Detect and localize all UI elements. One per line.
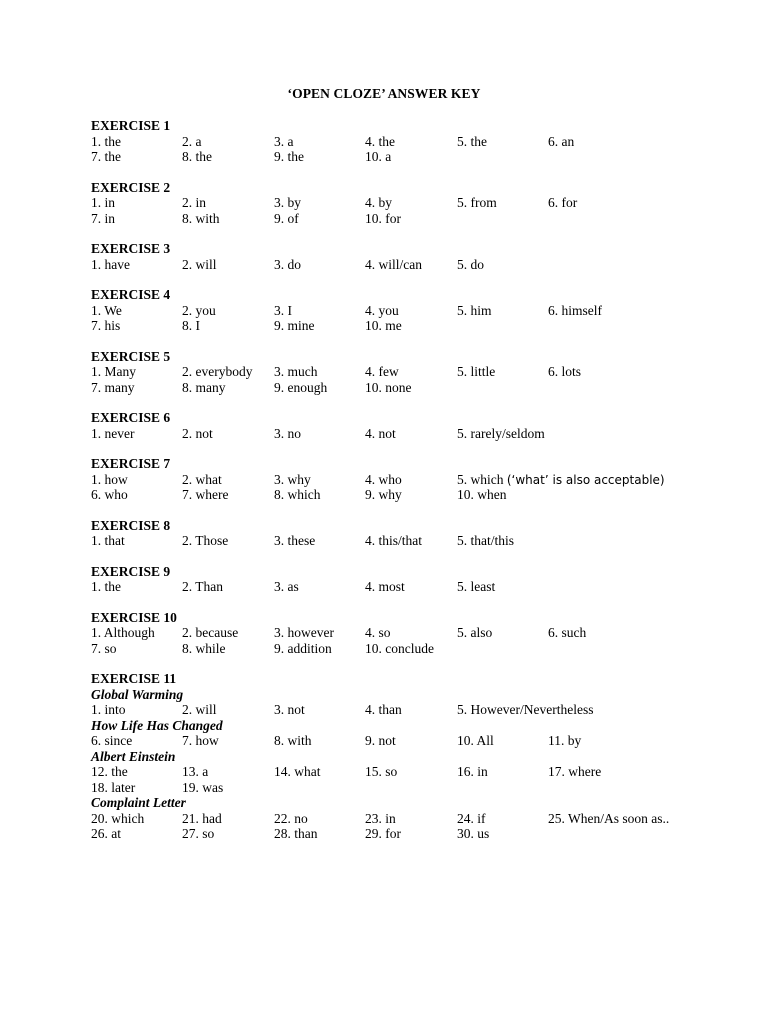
answer-row xyxy=(91,780,731,796)
answer-cell: 1. Although xyxy=(91,625,155,640)
exercise-block xyxy=(91,610,731,657)
answer-cell: 3. do xyxy=(274,256,301,272)
answer-cell: 5. However/Nevertheless xyxy=(457,702,594,717)
answer-cell: 4. you xyxy=(365,302,399,318)
answer-row xyxy=(91,533,731,549)
answer-cell: 5. which (‘what’ is also acceptable) xyxy=(457,471,665,487)
answer-cell: 1. never xyxy=(91,425,135,441)
answer-cell: 12. the xyxy=(91,764,128,779)
answer-cell: 2. everybody xyxy=(182,364,253,379)
answer-cell: 23. in xyxy=(365,810,396,826)
answer-cell: 10. All xyxy=(457,733,494,748)
answer-cell: 3. a xyxy=(274,133,294,149)
answer-cell: 7. so xyxy=(91,640,117,656)
answer-cell: 3. these xyxy=(274,533,316,548)
answer-cell: 16. in xyxy=(457,764,488,779)
answer-cell: 5. least xyxy=(457,579,496,594)
answer-cell: 1. in xyxy=(91,195,116,210)
exercise-heading: EXERCISE 4 xyxy=(91,287,171,302)
answer-cell: 5. do xyxy=(457,256,484,272)
answer-cell: 2. will xyxy=(182,702,217,717)
answer-cell: 21. had xyxy=(182,810,222,826)
answer-cell: 1. Many xyxy=(91,364,136,379)
answer-cell: 10. none xyxy=(365,379,412,395)
answer-cell: 10. me xyxy=(365,318,402,333)
answer-cell: 8. with xyxy=(274,733,312,748)
answer-row xyxy=(91,472,731,488)
answer-cell: 3. however xyxy=(274,625,334,640)
answer-cell: 1. into xyxy=(91,702,126,717)
answer-cell: 27. so xyxy=(182,826,215,841)
exercise-heading: EXERCISE 1 xyxy=(91,118,171,133)
answer-key-content xyxy=(91,118,731,857)
answer-cell: 1. We xyxy=(91,302,122,318)
answer-cell: 3. much xyxy=(274,364,318,379)
answer-row xyxy=(91,257,731,273)
exercise-heading: EXERCISE 9 xyxy=(91,563,171,579)
exercise-heading: EXERCISE 6 xyxy=(91,410,171,425)
answer-cell: 9. addition xyxy=(274,640,332,656)
exercise-block xyxy=(91,456,731,503)
exercise-heading: EXERCISE 10 xyxy=(91,609,177,625)
section-subheading: Global Warming xyxy=(91,686,184,702)
answer-cell: 1. how xyxy=(91,471,128,487)
answer-cell: 2. because xyxy=(182,625,239,640)
answer-cell: 8. I xyxy=(182,318,200,333)
exercise-heading: EXERCISE 11 xyxy=(91,671,177,686)
exercise-heading: EXERCISE 5 xyxy=(91,348,171,364)
answer-cell: 4. this/that xyxy=(365,533,422,548)
answer-cell: 7. in xyxy=(91,210,116,226)
page-title: ‘OPEN CLOZE’ ANSWER KEY xyxy=(287,86,481,101)
answer-row xyxy=(91,364,731,380)
answer-cell: 2. Than xyxy=(182,579,223,594)
exercise-block xyxy=(91,671,731,842)
answer-cell: 30. us xyxy=(457,826,490,841)
answer-cell: 6. who xyxy=(91,487,128,502)
answer-row xyxy=(91,733,731,749)
section-subheading: Complaint Letter xyxy=(91,795,186,810)
answer-cell: 5. him xyxy=(457,302,492,318)
answer-cell: 17. where xyxy=(548,764,602,779)
answer-cell: 3. not xyxy=(274,702,305,717)
answer-row xyxy=(91,702,731,718)
answer-cell: 4. will/can xyxy=(365,256,422,272)
answer-cell: 15. so xyxy=(365,764,398,779)
answer-cell: 14. what xyxy=(274,764,321,779)
answer-row xyxy=(91,134,731,150)
answer-row xyxy=(91,487,731,503)
answer-cell: 2. Those xyxy=(182,533,229,548)
answer-row xyxy=(91,764,731,780)
answer-row xyxy=(91,303,731,319)
exercise-heading: EXERCISE 3 xyxy=(91,241,171,256)
answer-cell: 1. have xyxy=(91,256,130,272)
answer-cell: 26. at xyxy=(91,826,121,841)
exercise-block xyxy=(91,518,731,549)
answer-cell: 18. later xyxy=(91,779,136,795)
answer-row xyxy=(91,195,731,211)
answer-cell: 2. not xyxy=(182,425,213,441)
section-subheading: Albert Einstein xyxy=(91,748,176,764)
answer-cell: 4. most xyxy=(365,579,405,594)
answer-cell: 2. a xyxy=(182,133,202,149)
answer-cell: 10. conclude xyxy=(365,640,434,656)
answer-cell: 2. in xyxy=(182,195,207,210)
exercise-block xyxy=(91,349,731,396)
answer-cell: 7. his xyxy=(91,318,121,333)
answer-cell: 3. I xyxy=(274,302,292,318)
answer-cell: 2. you xyxy=(182,302,216,318)
answer-cell: 3. by xyxy=(274,195,301,210)
answer-row xyxy=(91,211,731,227)
answer-cell: 29. for xyxy=(365,826,401,841)
answer-row xyxy=(91,579,731,595)
answer-cell: 7. the xyxy=(91,149,121,164)
answer-cell: 8. the xyxy=(182,149,212,164)
answer-cell: 3. why xyxy=(274,471,311,487)
answer-cell: 3. no xyxy=(274,425,301,441)
answer-cell: 4. the xyxy=(365,133,395,149)
exercise-block xyxy=(91,564,731,595)
exercise-block xyxy=(91,180,731,227)
answer-cell: 10. for xyxy=(365,210,401,226)
answer-cell: 22. no xyxy=(274,810,308,826)
answer-cell: 4. by xyxy=(365,195,392,210)
answer-cell: 6. lots xyxy=(548,364,582,379)
answer-row xyxy=(91,826,731,842)
exercise-block xyxy=(91,118,731,165)
exercise-block xyxy=(91,241,731,272)
answer-row xyxy=(91,149,731,165)
answer-row xyxy=(91,625,731,641)
exercise-heading: EXERCISE 7 xyxy=(91,456,171,471)
answer-cell: 2. what xyxy=(182,471,222,487)
answer-cell: 25. When/As soon as.. xyxy=(548,810,670,826)
answer-row xyxy=(91,641,731,657)
answer-cell: 1. the xyxy=(91,133,121,149)
answer-cell: 4. few xyxy=(365,364,399,379)
exercise-block xyxy=(91,410,731,441)
answer-cell: 9. of xyxy=(274,210,299,226)
answer-cell: 5. also xyxy=(457,625,493,640)
answer-cell: 4. who xyxy=(365,471,402,487)
answer-cell: 7. how xyxy=(182,733,219,748)
answer-cell: 20. which xyxy=(91,810,145,826)
answer-cell: 1. the xyxy=(91,579,121,594)
answer-cell: 11. by xyxy=(548,733,582,748)
answer-cell: 5. rarely/seldom xyxy=(457,425,545,441)
answer-row xyxy=(91,426,731,442)
answer-cell: 8. while xyxy=(182,640,226,656)
answer-cell: 9. enough xyxy=(274,379,328,395)
answer-cell: 24. if xyxy=(457,810,486,826)
answer-note: (‘what’ is also acceptable) xyxy=(506,472,665,487)
exercise-heading: EXERCISE 2 xyxy=(91,179,171,195)
answer-cell: 4. than xyxy=(365,702,402,717)
answer-cell: 28. than xyxy=(274,826,318,841)
answer-cell: 1. that xyxy=(91,533,125,548)
answer-cell: 9. not xyxy=(365,733,396,748)
answer-cell: 10. when xyxy=(457,487,507,502)
answer-cell: 7. where xyxy=(182,487,229,502)
answer-cell: 2. will xyxy=(182,256,217,272)
answer-cell: 6. since xyxy=(91,733,133,748)
exercise-block xyxy=(91,287,731,334)
answer-cell: 13. a xyxy=(182,764,209,779)
answer-cell: 8. many xyxy=(182,379,226,395)
answer-cell: 4. so xyxy=(365,625,391,640)
answer-cell: 4. not xyxy=(365,425,396,441)
answer-cell: 7. many xyxy=(91,379,135,395)
answer-cell: 10. a xyxy=(365,149,392,164)
answer-cell: 3. as xyxy=(274,579,299,594)
answer-cell: 6. himself xyxy=(548,302,602,318)
answer-cell: 5. from xyxy=(457,195,497,210)
section-subheading: How Life Has Changed xyxy=(91,717,223,733)
answer-cell: 6. for xyxy=(548,195,578,210)
answer-cell: 8. which xyxy=(274,487,321,502)
answer-cell: 5. that/this xyxy=(457,533,514,548)
exercise-heading: EXERCISE 8 xyxy=(91,517,171,533)
answer-cell: 9. the xyxy=(274,149,304,164)
answer-row xyxy=(91,811,731,827)
answer-row xyxy=(91,318,731,334)
answer-cell: 9. mine xyxy=(274,318,315,333)
answer-cell: 9. why xyxy=(365,487,402,502)
answer-cell: 5. little xyxy=(457,364,496,379)
answer-cell: 6. such xyxy=(548,625,587,640)
answer-cell: 19. was xyxy=(182,779,224,795)
answer-row xyxy=(91,380,731,396)
answer-cell: 6. an xyxy=(548,133,575,149)
answer-cell: 5. the xyxy=(457,133,487,149)
answer-cell: 8. with xyxy=(182,210,220,226)
